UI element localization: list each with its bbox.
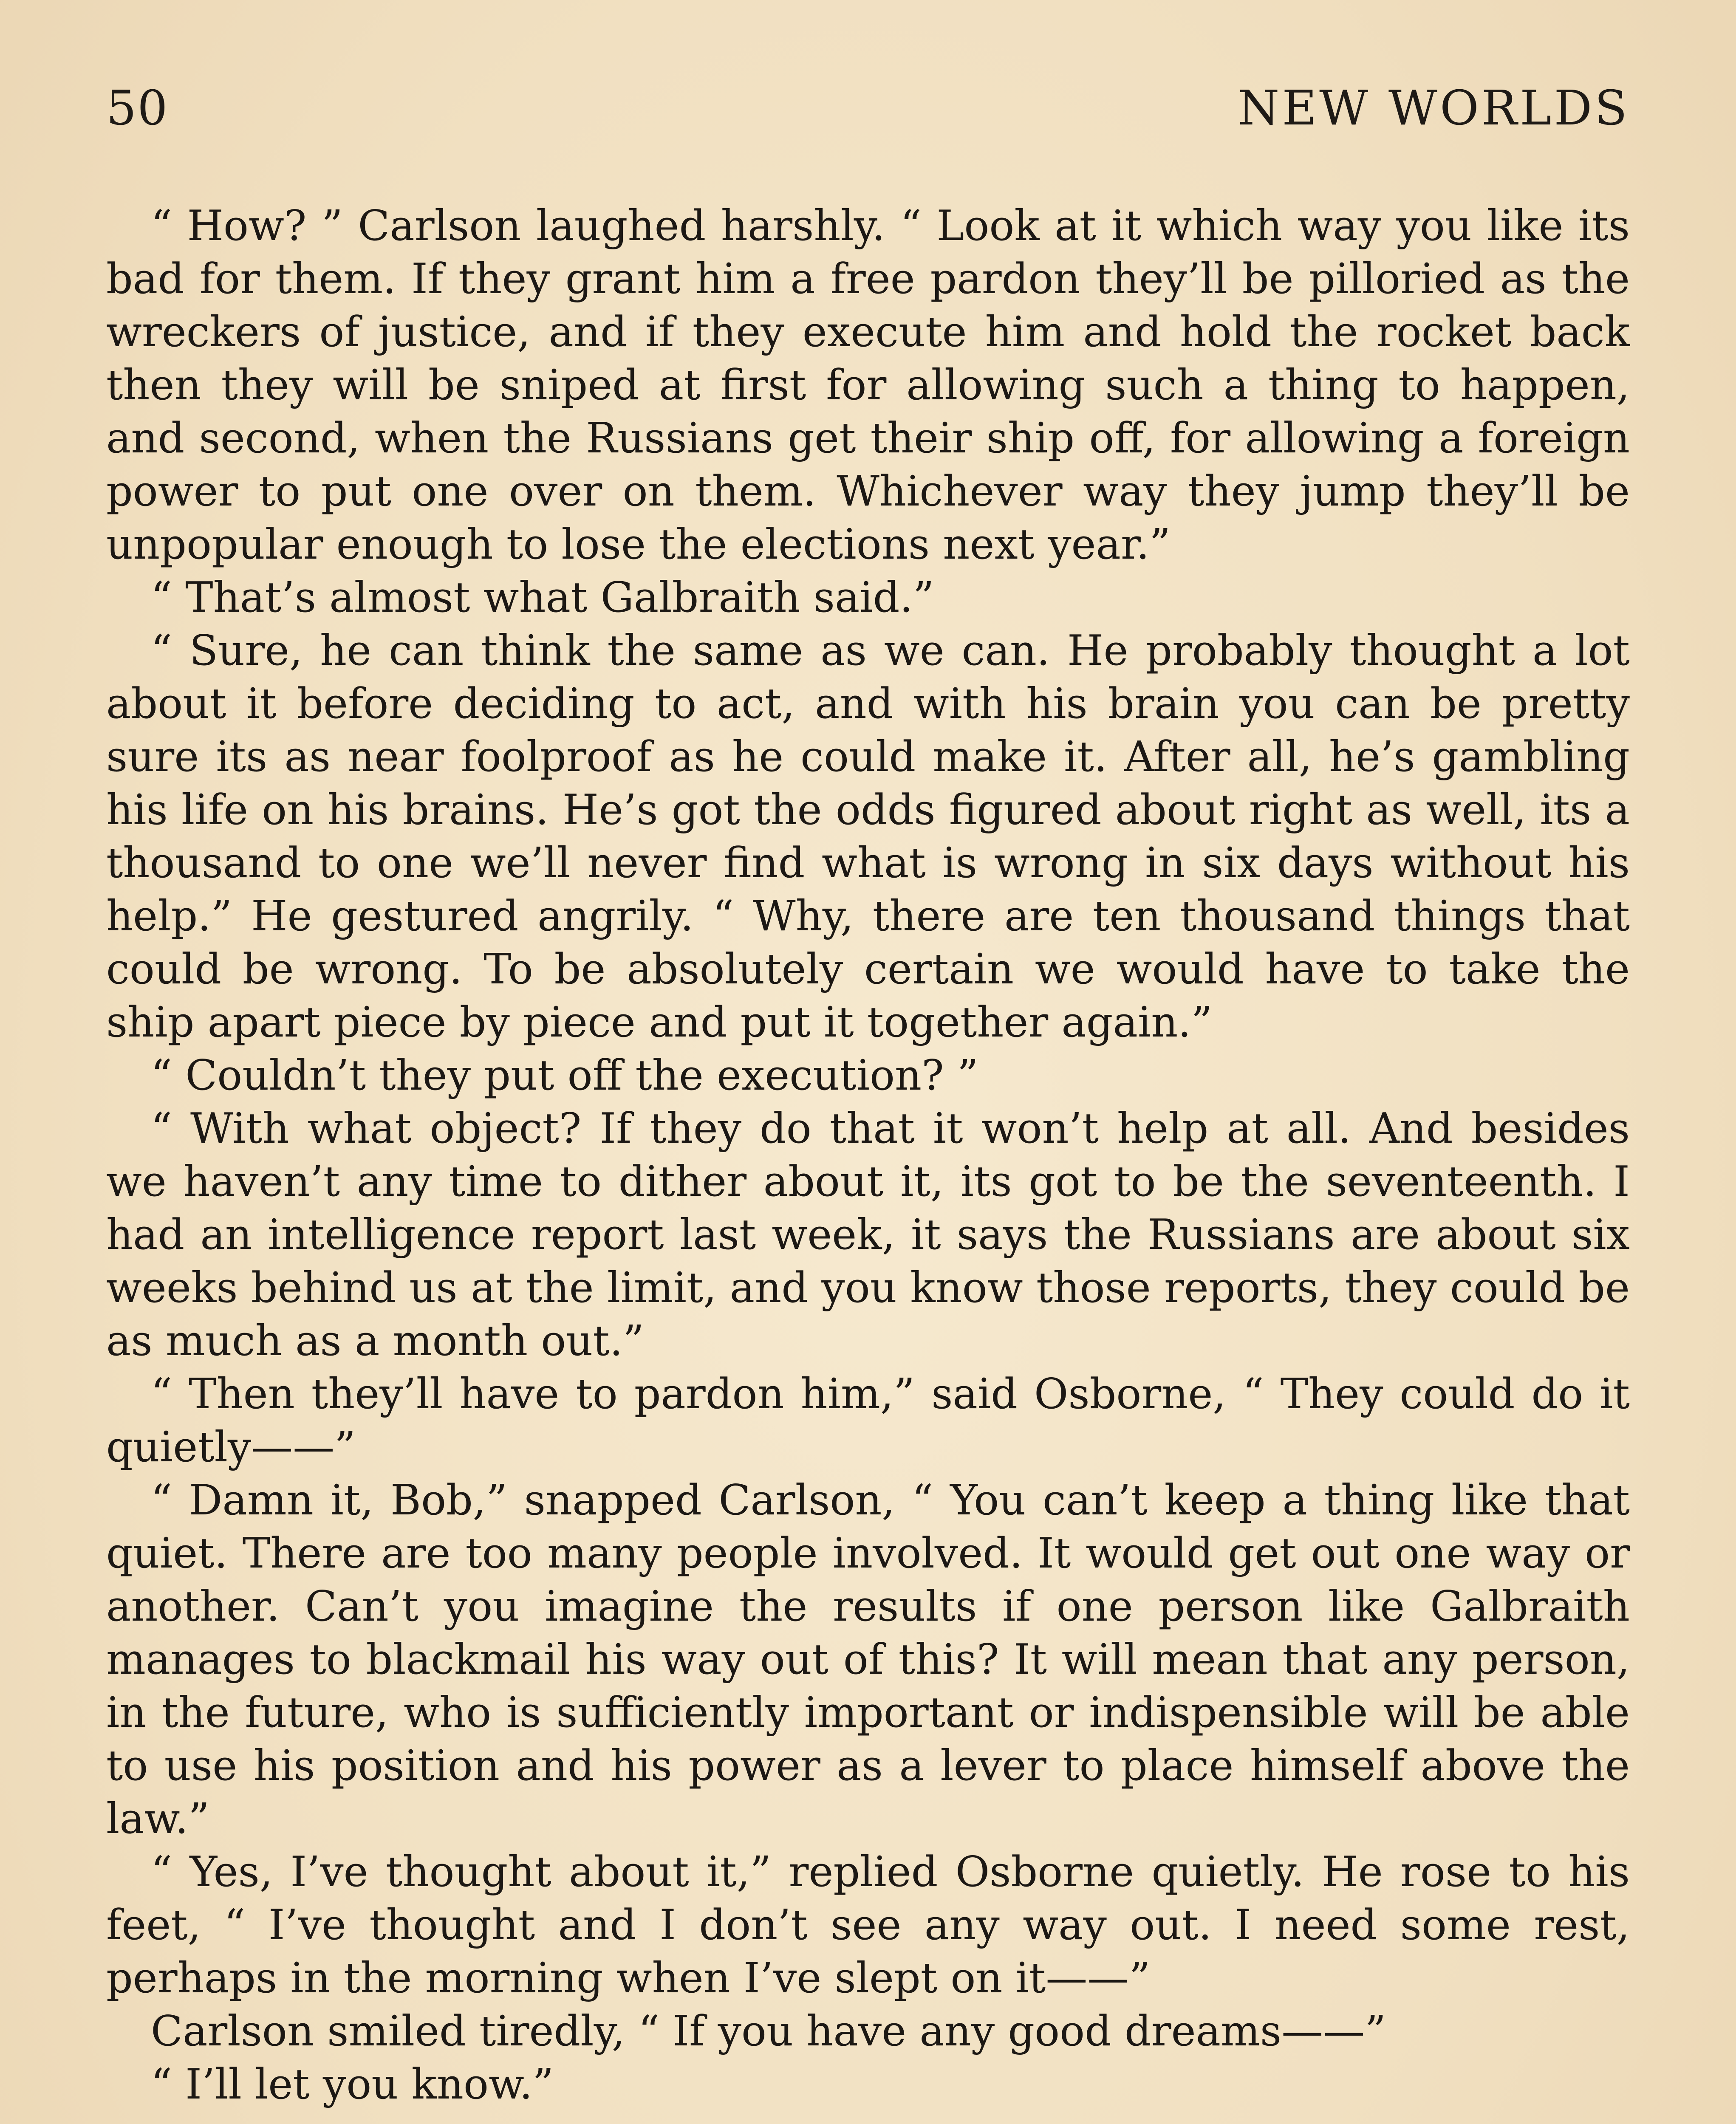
paragraph: “ Damn it, Bob,” snapped Carlson, “ You can’t keep a thing like that quiet. There are too many people involved. It would get out one way or another. Can’t you imagine the results if one person like Galbraith manages to blackmail his way out of this? It will mean that any person, in the future, who is sufficiently important or indispensible will be able to use his position and his power as a lever to place himself above the law.” <box>106 1476 1630 1843</box>
paragraph: “ Yes, I’ve thought about it,” replied Osborne quietly. He rose to his feet, “ I’ve thought and I don’t see any way out. I need some rest, perhaps in the morning when I’ve slept on it——” <box>106 1848 1630 2003</box>
paragraph: “ I’ll let you know.” <box>151 2060 554 2109</box>
running-head <box>106 81 1630 149</box>
body-text <box>106 200 1630 2124</box>
paragraph: “ Sure, he can think the same as we can. He probably thought a lot about it before deciding to act, and with his brain you can be pretty sure its as near foolproof as he could make it. After all, he’s gambling his life on his brains. He’s got the odds figured about right as well, its a thousand to one we’ll never find what is wrong in six days without his help.” He gestured angrily. “ Why, there are ten thousand things that could be wrong. To be absolutely certain we would have to take the ship apart piece by piece and put it together again.” <box>106 627 1630 1047</box>
paragraph: “ How? ” Carlson laughed harshly. “ Look at it which way you like its bad for them. If they grant him a free pardon they’ll be pilloried as the wreckers of justice, and if they execute him and hold the rocket back then they will be sniped at first for allowing such a thing to happen, and second, when the Russians get their ship off, for allowing a foreign power to put one over on them. Whichever way they jump they’ll be unpopular enough to lose the elections next year.” <box>106 202 1630 569</box>
paragraph: “ Then they’ll have to pardon him,” said Osborne, “ They could do it quietly——” <box>106 1370 1630 1472</box>
page-number: 50 <box>106 81 169 136</box>
journal-title: NEW WORLDS <box>1238 81 1630 136</box>
paragraph: “ With what object? If they do that it won’t help at all. And besides we haven’t any time to dither about it, its got to be the seventeenth. I had an intelligence report last week, it says the Russians are about six weeks behind us at the limit, and you know those reports, they could be as much as a month out.” <box>106 1104 1630 1365</box>
paragraph: Carlson smiled tiredly, “ If you have any good dreams——” <box>151 2007 1386 2056</box>
paragraph: “ Couldn’t they put off the execution? ” <box>151 1051 978 1100</box>
paragraph: “ That’s almost what Galbraith said.” <box>151 573 934 622</box>
